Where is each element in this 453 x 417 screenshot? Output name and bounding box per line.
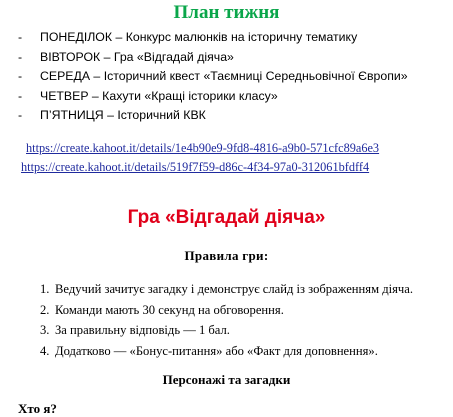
kahoot-links [21,139,380,176]
bullet-dash: - [18,30,23,44]
rule-text: Команди мають 30 секунд на обговорення. [55,302,284,317]
plan-item [18,28,408,48]
game-title: Гра «Відгадай діяча» [127,207,326,228]
plan-item-text: П’ЯТНИЦЯ – Історичний КВК [40,108,206,123]
cutoff-question-text: Хто я? [18,401,57,416]
bullet-dash: - [18,108,23,123]
plan-item [18,67,408,87]
rule-text: Ведучий зачитує загадку і демонструє слайд із зображенням діяча. [55,282,413,296]
rule-item [40,279,413,300]
characters-heading: Персонажі та загадки [162,372,291,387]
plan-title: План тижня [173,2,280,23]
rules-heading: Правила гри: [184,248,269,263]
rule-text: За правильну відповідь — 1 бал. [55,323,230,338]
rule-number: 2. [40,302,50,317]
kahoot-link-1[interactable]: https://create.kahoot.it/details/1e4b90e9-9fd8-4816-a9b0-571cfc89a6e3 [26,141,380,155]
plan-item [18,106,408,126]
rules-list [40,279,413,362]
plan-item-text: СЕРЕДА – Історичний квест «Таємниці Середньовічної Європи» [40,69,408,84]
plan-item-text: ЧЕТВЕР – Кахути «Кращі історики класу» [40,88,278,103]
rule-item [40,341,413,362]
plan-item-text: ПОНЕДІЛОК – Конкурс малюнків на історичну тематику [40,30,358,44]
rule-number: 3. [40,323,50,338]
rule-number: 1. [40,282,50,296]
rule-number: 4. [40,344,50,359]
bullet-dash: - [18,88,23,103]
plan-list [18,28,408,126]
plan-item [18,87,408,107]
kahoot-link-2[interactable]: https://create.kahoot.it/details/519f7f59-d86c-4f34-97a0-312061bfdff4 [21,159,370,174]
rule-item [40,320,413,341]
plan-item-text: ВІВТОРОК – Гра «Відгадай діяча» [40,49,234,64]
bullet-dash: - [18,49,23,64]
rule-text: Додатково — «Бонус-питання» або «Факт для доповнення». [55,344,378,359]
rule-item [40,300,413,321]
plan-item [18,48,408,68]
bullet-dash: - [18,69,23,84]
